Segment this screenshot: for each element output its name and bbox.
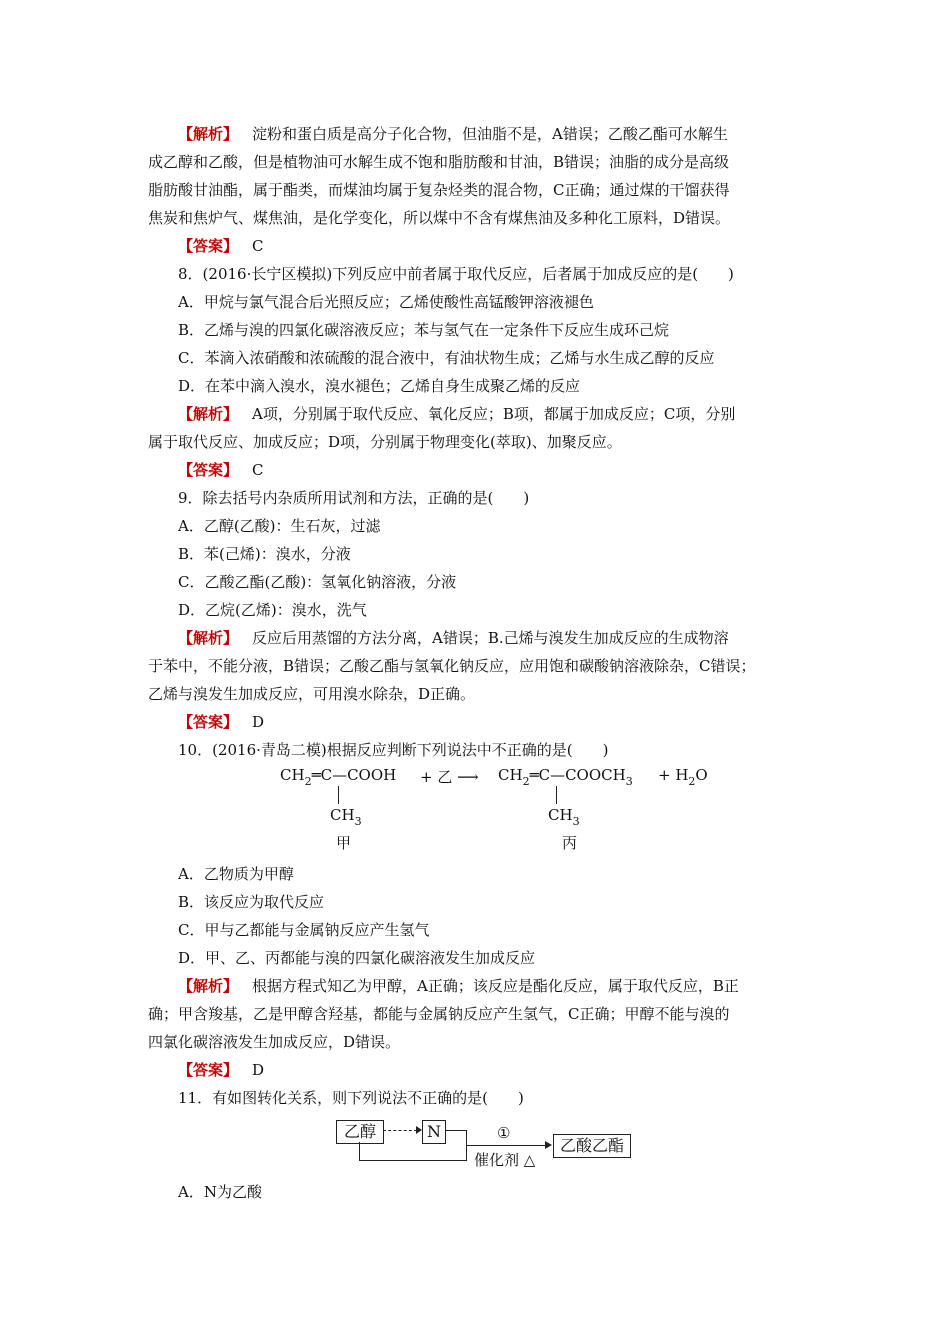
box-n: N — [422, 1120, 446, 1144]
methyl-group: $CH_3$ — [548, 806, 580, 828]
dashed-arrow-line — [383, 1130, 417, 1131]
q7-answer: 【答案】 C — [178, 237, 264, 255]
q9-option-a: A．乙醇(乙酸)：生石灰，过滤 — [178, 517, 381, 535]
q10-analysis-line: 四氯化碳溶液发生加成反应，D错误。 — [148, 1033, 401, 1051]
q7-analysis-line: 【解析】 淀粉和蛋白质是高分子化合物，但油脂不是，A错误；乙酸乙酯可水解生 — [178, 125, 728, 143]
q10-option-c: C．甲与乙都能与金属钠反应产生氢气 — [178, 921, 430, 939]
q11-option-a: A．N为乙酸 — [178, 1183, 262, 1201]
bond-line — [338, 786, 339, 804]
q8-analysis-line: 属于取代反应、加成反应；D项，分别属于物理变化(萃取)、加聚反应。 — [148, 433, 622, 451]
q8-option-d: D．在苯中滴入溴水，溴水褪色；乙烯自身生成聚乙烯的反应 — [178, 377, 581, 395]
analysis-tag: 【解析】 — [178, 405, 239, 423]
condition-label: 催化剂 △ — [474, 1151, 536, 1169]
q10-option-b: B．该反应为取代反应 — [178, 893, 325, 911]
q10-answer: 【答案】 D — [178, 1061, 265, 1079]
analysis-tag: 【解析】 — [178, 977, 239, 995]
q9-answer: 【答案】 D — [178, 713, 265, 731]
product-formula: $CH_2═C—COOCH_3$ — [498, 766, 633, 788]
q7-analysis-line: 焦炭和焦炉气、煤焦油，是化学变化，所以煤中不含有煤焦油及多种化工原料，D错误。 — [148, 209, 731, 227]
answer-tag: 【答案】 — [178, 713, 239, 731]
connector-line — [359, 1160, 467, 1161]
bond-line — [556, 786, 557, 804]
box-ethanol: 乙醇 — [336, 1120, 384, 1144]
q8-option-b: B．乙烯与溴的四氯化碳溶液反应；苯与氢气在一定条件下反应生成环己烷 — [178, 321, 670, 339]
connector-line — [445, 1130, 467, 1131]
q9-stem: 9．除去括号内杂质所用试剂和方法，正确的是( ) — [178, 489, 530, 507]
q9-analysis-line: 乙烯与溴发生加成反应，可用溴水除杂，D正确。 — [148, 685, 476, 703]
q9-option-b: B．苯(己烯)：溴水，分液 — [178, 545, 351, 563]
q9-option-c: C．乙酸乙酯(乙酸)：氢氧化钠溶液，分液 — [178, 573, 457, 591]
analysis-tag: 【解析】 — [178, 125, 239, 143]
q8-analysis-line: 【解析】 A项，分别属于取代反应、氧化反应；B项，都属于加成反应；C项，分别 — [178, 405, 736, 423]
q10-analysis-line: 【解析】 根据方程式知乙为甲醇，A正确；该反应是酯化反应，属于取代反应，B正 — [178, 977, 739, 995]
answer-tag: 【答案】 — [178, 237, 239, 255]
q10-analysis-line: 确；甲含羧基，乙是甲醇含羟基，都能与金属钠反应产生氢气，C正确；甲醇不能与溴的 — [148, 1005, 730, 1023]
q10-option-d: D．甲、乙、丙都能与溴的四氯化碳溶液发生加成反应 — [178, 949, 536, 967]
answer-tag: 【答案】 — [178, 1061, 239, 1079]
q9-option-d: D．乙烷(乙烯)：溴水，洗气 — [178, 601, 367, 619]
reactant-formula: $CH_2═C—COOH$ — [280, 766, 397, 788]
q7-analysis-line: 成乙醇和乙酸，但是植物油可水解生成不饱和脂肪酸和甘油，B错误；油脂的成分是高级 — [148, 153, 730, 171]
q8-stem: 8．(2016·长宁区模拟)下列反应中前者属于取代反应，后者属于加成反应的是( ) — [178, 265, 734, 283]
q8-option-c: C．苯滴入浓硝酸和浓硫酸的混合液中，有油状物生成；乙烯与水生成乙醇的反应 — [178, 349, 715, 367]
q9-analysis-line: 于苯中，不能分液，B错误；乙酸乙酯与氢氧化钠反应，应用饱和碳酸钠溶液除杂，C错误； — [148, 657, 756, 675]
reaction-arrow-line — [466, 1145, 546, 1146]
q8-answer: 【答案】 C — [178, 461, 264, 479]
q10-option-a: A．乙物质为甲醇 — [178, 865, 294, 883]
analysis-tag: 【解析】 — [178, 629, 239, 647]
box-ethyl-acetate: 乙酸乙酯 — [553, 1134, 631, 1158]
water-formula: + $H_2O$ — [658, 766, 708, 788]
q7-analysis-line: 脂肪酸甘油酯，属于酯类，而煤油均属于复杂烃类的混合物，C正确；通过煤的干馏获得 — [148, 181, 730, 199]
connector-line — [359, 1142, 360, 1161]
q11-stem: 11．有如图转化关系，则下列说法不正确的是( ) — [178, 1089, 524, 1107]
label-bing: 丙 — [562, 834, 578, 852]
plus-reagent: + 乙 ⟶ — [420, 768, 479, 786]
q9-analysis-line: 【解析】 反应后用蒸馏的方法分离，A错误；B.己烯与溴发生加成反应的生成物溶 — [178, 629, 729, 647]
label-jia: 甲 — [336, 834, 352, 852]
methyl-group: $CH_3$ — [330, 806, 362, 828]
step-circle-label: ① — [497, 1124, 511, 1142]
answer-tag: 【答案】 — [178, 461, 239, 479]
arrow-head — [545, 1141, 552, 1149]
q8-option-a: A．甲烷与氯气混合后光照反应；乙烯使酸性高锰酸钾溶液褪色 — [178, 293, 594, 311]
q10-stem: 10．(2016·青岛二模)根据反应判断下列说法中不正确的是( ) — [178, 741, 609, 759]
